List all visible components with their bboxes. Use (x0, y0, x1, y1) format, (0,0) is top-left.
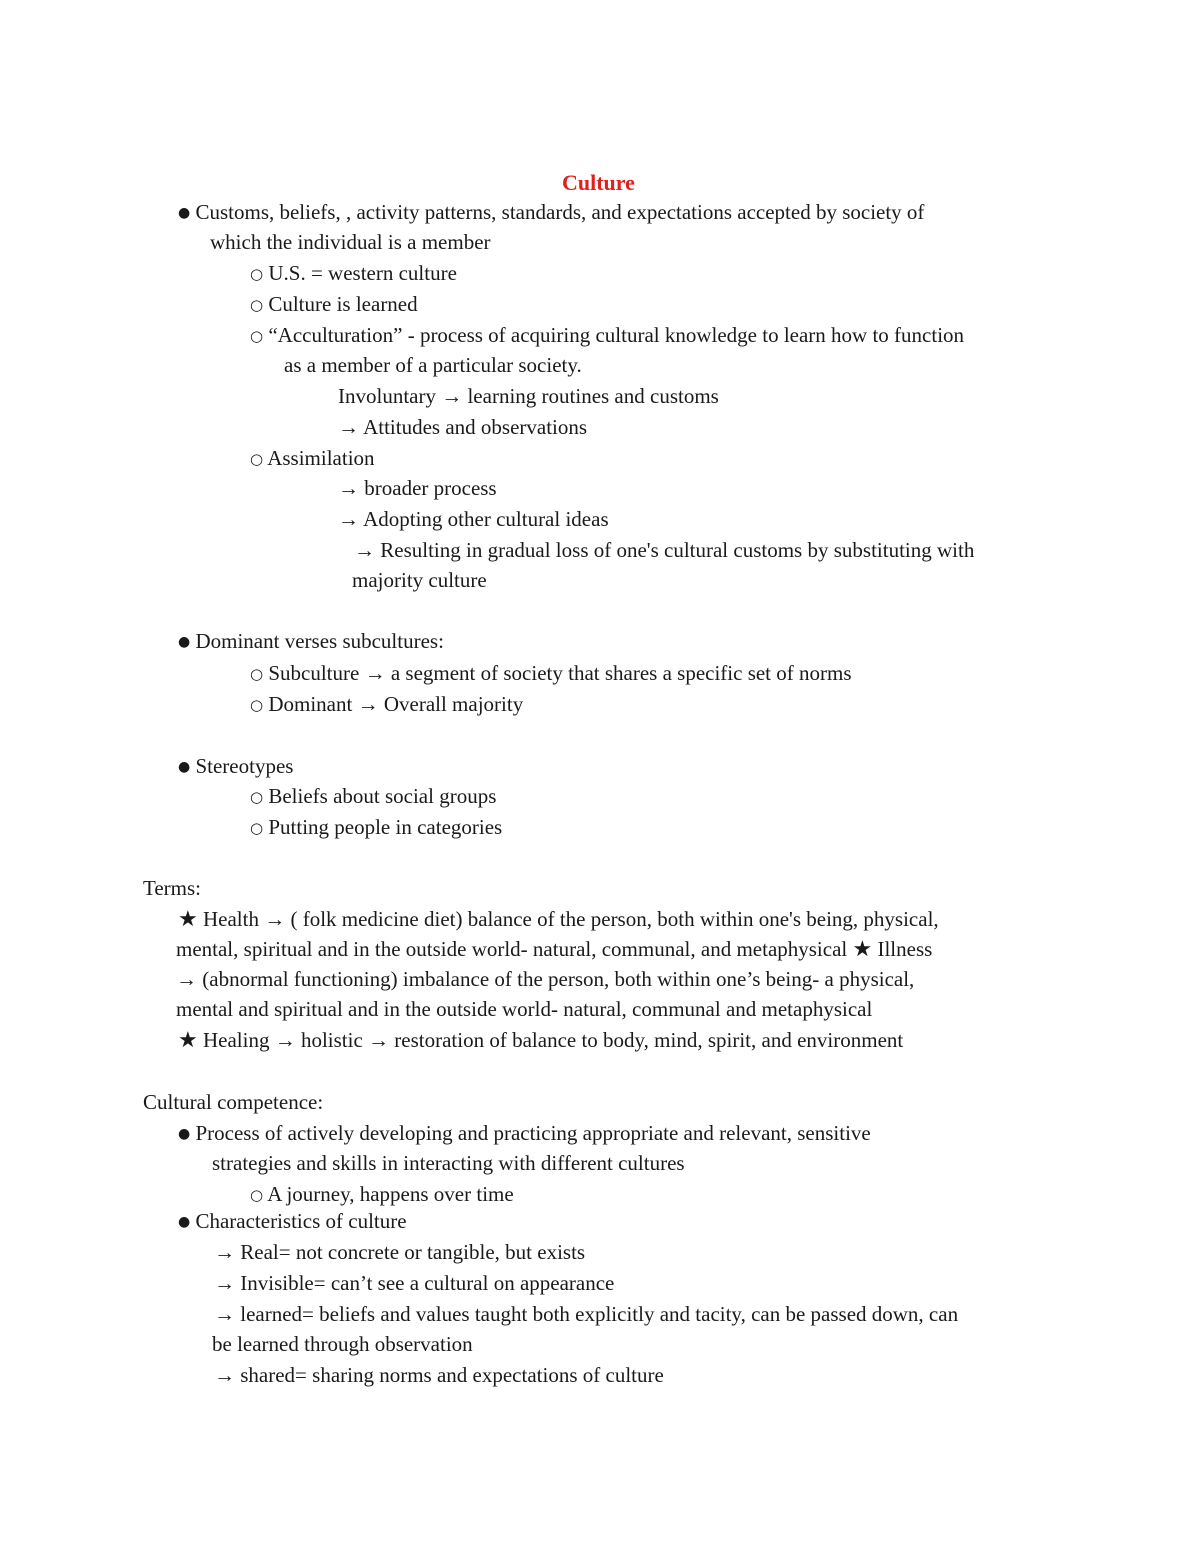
arrow-line: → Attitudes and observations (338, 415, 588, 439)
term-line: mental, spiritual and in the outside world- natural, communal, and metaphysical ★ Illness (176, 937, 933, 962)
arrow-line: → learned= beliefs and values taught both explicitly and tacity, can be passed down, can (214, 1302, 959, 1326)
bullet-icon: ● (178, 759, 191, 775)
sub-bullet-icon: ○ (250, 696, 264, 714)
term-line: mental and spiritual and in the outside world- natural, communal and metaphysical (176, 997, 873, 1021)
arrow-line: → Real= not concrete or tangible, but exists (214, 1240, 586, 1264)
sub-bullet-item: ○ Dominant → Overall majority (250, 692, 524, 716)
arrow-line: → broader process (338, 476, 497, 500)
star-icon: ★ (178, 907, 198, 932)
sub-bullet-continuation: as a member of a particular society. (284, 353, 582, 377)
arrow-line-continuation: majority culture (352, 568, 487, 592)
bullet-item-continuation: strategies and skills in interacting with different cultures (212, 1151, 685, 1175)
sub-bullet-item: ○ A journey, happens over time (250, 1182, 514, 1206)
arrow-line-continuation: be learned through observation (212, 1332, 473, 1356)
arrow-line: → Resulting in gradual loss of one's cultural customs by substituting with (354, 538, 975, 562)
bullet-item: ● Customs, beliefs, , activity patterns, standards, and expectations accepted by society of (178, 200, 925, 224)
arrow-line: → Invisible= can’t see a cultural on appearance (214, 1271, 615, 1295)
page-title: Culture (562, 170, 635, 195)
bullet-item: ● Stereotypes (178, 754, 294, 778)
sub-bullet-icon: ○ (250, 819, 264, 837)
sub-bullet-icon: ○ (250, 788, 264, 806)
sub-bullet-item: ○ Assimilation (250, 446, 375, 470)
arrow-line: → Adopting other cultural ideas (338, 507, 609, 531)
bullet-icon: ● (178, 1126, 191, 1142)
sub-bullet-item: ○ Putting people in categories (250, 815, 503, 839)
sub-bullet-item: ○ Subculture → a segment of society that shares a specific set of norms (250, 661, 852, 685)
sub-bullet-icon: ○ (250, 450, 264, 468)
bullet-icon: ● (178, 1214, 191, 1230)
bullet-item: ● Characteristics of culture (178, 1209, 407, 1233)
term-line: → (abnormal functioning) imbalance of the person, both within one’s being- a physical, (176, 967, 915, 991)
sub-bullet-icon: ○ (250, 265, 264, 283)
star-icon: ★ (852, 937, 873, 962)
bullet-icon: ● (178, 205, 191, 221)
section-heading: Cultural competence: (143, 1090, 324, 1114)
bullet-item: ● Process of actively developing and practicing appropriate and relevant, sensitive (178, 1121, 871, 1145)
bullet-item-continuation: which the individual is a member (210, 230, 491, 254)
sub-bullet-icon: ○ (250, 665, 264, 683)
term-line: ★ Health → ( folk medicine diet) balance of the person, both within one's being, physical, (178, 907, 939, 932)
sub-bullet-icon: ○ (250, 327, 264, 345)
term-line: ★ Healing → holistic → restoration of balance to body, mind, spirit, and environment (178, 1028, 904, 1053)
section-heading: Terms: (143, 876, 202, 900)
sub-bullet-item: ○ U.S. = western culture (250, 261, 457, 285)
bullet-icon: ● (178, 634, 191, 650)
star-icon: ★ (178, 1028, 198, 1053)
sub-bullet-item: ○ “Acculturation” - process of acquiring cultural knowledge to learn how to function (250, 323, 965, 347)
sub-bullet-icon: ○ (250, 1186, 264, 1204)
arrow-line: Involuntary → learning routines and customs (338, 384, 719, 408)
sub-bullet-item: ○ Culture is learned (250, 292, 418, 316)
arrow-line: → shared= sharing norms and expectations of culture (214, 1363, 664, 1387)
sub-bullet-icon: ○ (250, 296, 264, 314)
sub-bullet-item: ○ Beliefs about social groups (250, 784, 497, 808)
bullet-item: ● Dominant verses subcultures: (178, 629, 444, 653)
